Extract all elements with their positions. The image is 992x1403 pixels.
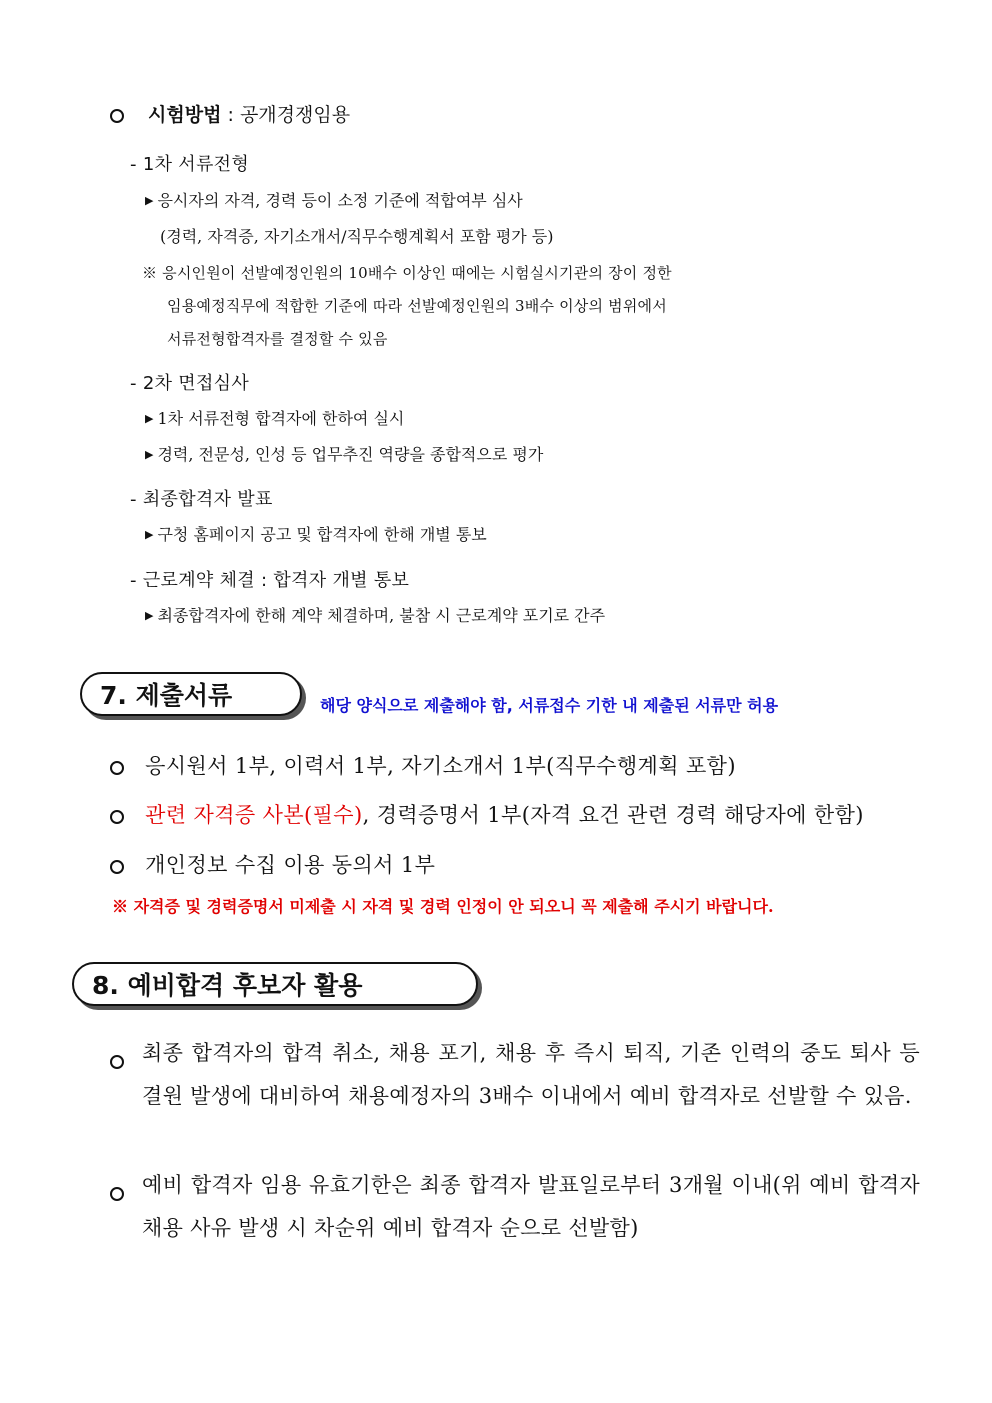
section8-title-box [72,962,478,1006]
stage1-bullet-1-text: 응시자의 자격, 경력 등이 소정 기준에 적합여부 심사 [157,191,523,210]
section7-subtitle: 해당 양식으로 제출해야 함, 서류접수 기한 내 제출된 서류만 허용 [320,696,779,715]
circle-bullet-icon [110,109,124,123]
section7-item-2-required: 관련 자격증 사본(필수) [145,803,363,827]
triangle-bullet-icon: ▶ [145,528,154,541]
stage2-bullet-1 [145,406,404,429]
stage1-note-2: 임용예정직무에 적합한 기준에 따라 선발예정인원의 3배수 이상의 범위에서 [167,297,667,315]
exam-method-value: : 공개경쟁임용 [221,104,351,126]
section7-item-2-text: , 경력증명서 1부(자격 요건 관련 경력 해당자에 한함) [362,803,864,827]
circle-bullet-icon [110,810,124,824]
section8-para-2: 예비 합격자 임용 유효기한은 최종 합격자 발표일로부터 3개월 이내(위 예비 합격자 채용 사유 발생 시 차순위 예비 합격자 순으로 선발함) [142,1173,920,1240]
contract-bullet-1-text: 최종합격자에 한해 계약 체결하며, 불참 시 근로계약 포기로 간주 [157,606,606,625]
contract-title: - 근로계약 체결 : 합격자 개별 통보 [130,570,410,591]
stage1-title: - 1차 서류전형 [130,154,250,175]
triangle-bullet-icon: ▶ [145,448,154,461]
triangle-bullet-icon: ▶ [145,609,154,622]
circle-bullet-icon [110,761,124,775]
section7-warning: ※ 자격증 및 경력증명서 미제출 시 자격 및 경력 인정이 안 되오니 꼭 제출해 주시기 바랍니다. [112,897,774,916]
triangle-bullet-icon: ▶ [145,194,154,207]
contract-bullet-1 [145,603,605,626]
section7-title-box [80,672,302,716]
stage1-bullet-1 [145,188,523,211]
final-title: - 최종합격자 발표 [130,489,273,510]
stage2-title: - 2차 면접심사 [130,373,250,394]
section7-item-3 [110,849,435,879]
circle-bullet-icon [110,1051,124,1070]
circle-bullet-icon [110,1183,124,1202]
section7-title: 7. 제출서류 [100,681,233,710]
section7-item-2 [110,799,864,829]
stage1-note-3: 서류전형합격자를 결정할 수 있음 [167,330,388,348]
section7-item-3-text: 개인정보 수집 이용 동의서 1부 [145,853,436,877]
stage2-bullet-2 [145,442,543,465]
circle-bullet-icon [110,860,124,874]
stage1-note-1: ※ 응시인원이 선발예정인원의 10배수 이상인 때에는 시험실시기관의 장이 정한 [142,264,672,282]
final-bullet-1 [145,522,487,545]
section8-title: 8. 예비합격 후보자 활용 [92,971,363,1000]
exam-method-line [110,100,350,127]
final-bullet-1-text: 구청 홈페이지 공고 및 합격자에 한해 개별 통보 [157,525,487,544]
stage2-bullet-2-text: 경력, 전문성, 인성 등 업무추진 역량을 종합적으로 평가 [157,445,544,464]
stage2-bullet-1-text: 1차 서류전형 합격자에 한하여 실시 [157,409,405,428]
section7-item-1 [110,750,736,780]
section7-item-1-text: 응시원서 1부, 이력서 1부, 자기소개서 1부(직무수행계획 포함) [145,754,736,778]
stage1-bullet-1-paren: (경력, 자격증, 자기소개서/직무수행계획서 포함 평가 등) [160,227,554,246]
triangle-bullet-icon: ▶ [145,412,154,425]
section8-para-1: 최종 합격자의 합격 취소, 채용 포기, 채용 후 즉시 퇴직, 기존 인력의 중도 퇴사 등 결원 발생에 대비하여 채용예정자의 3배수 이내에서 예비 합격자로 선발할 수 있음. [142,1041,920,1108]
exam-method-label: 시험방법 [148,104,222,126]
